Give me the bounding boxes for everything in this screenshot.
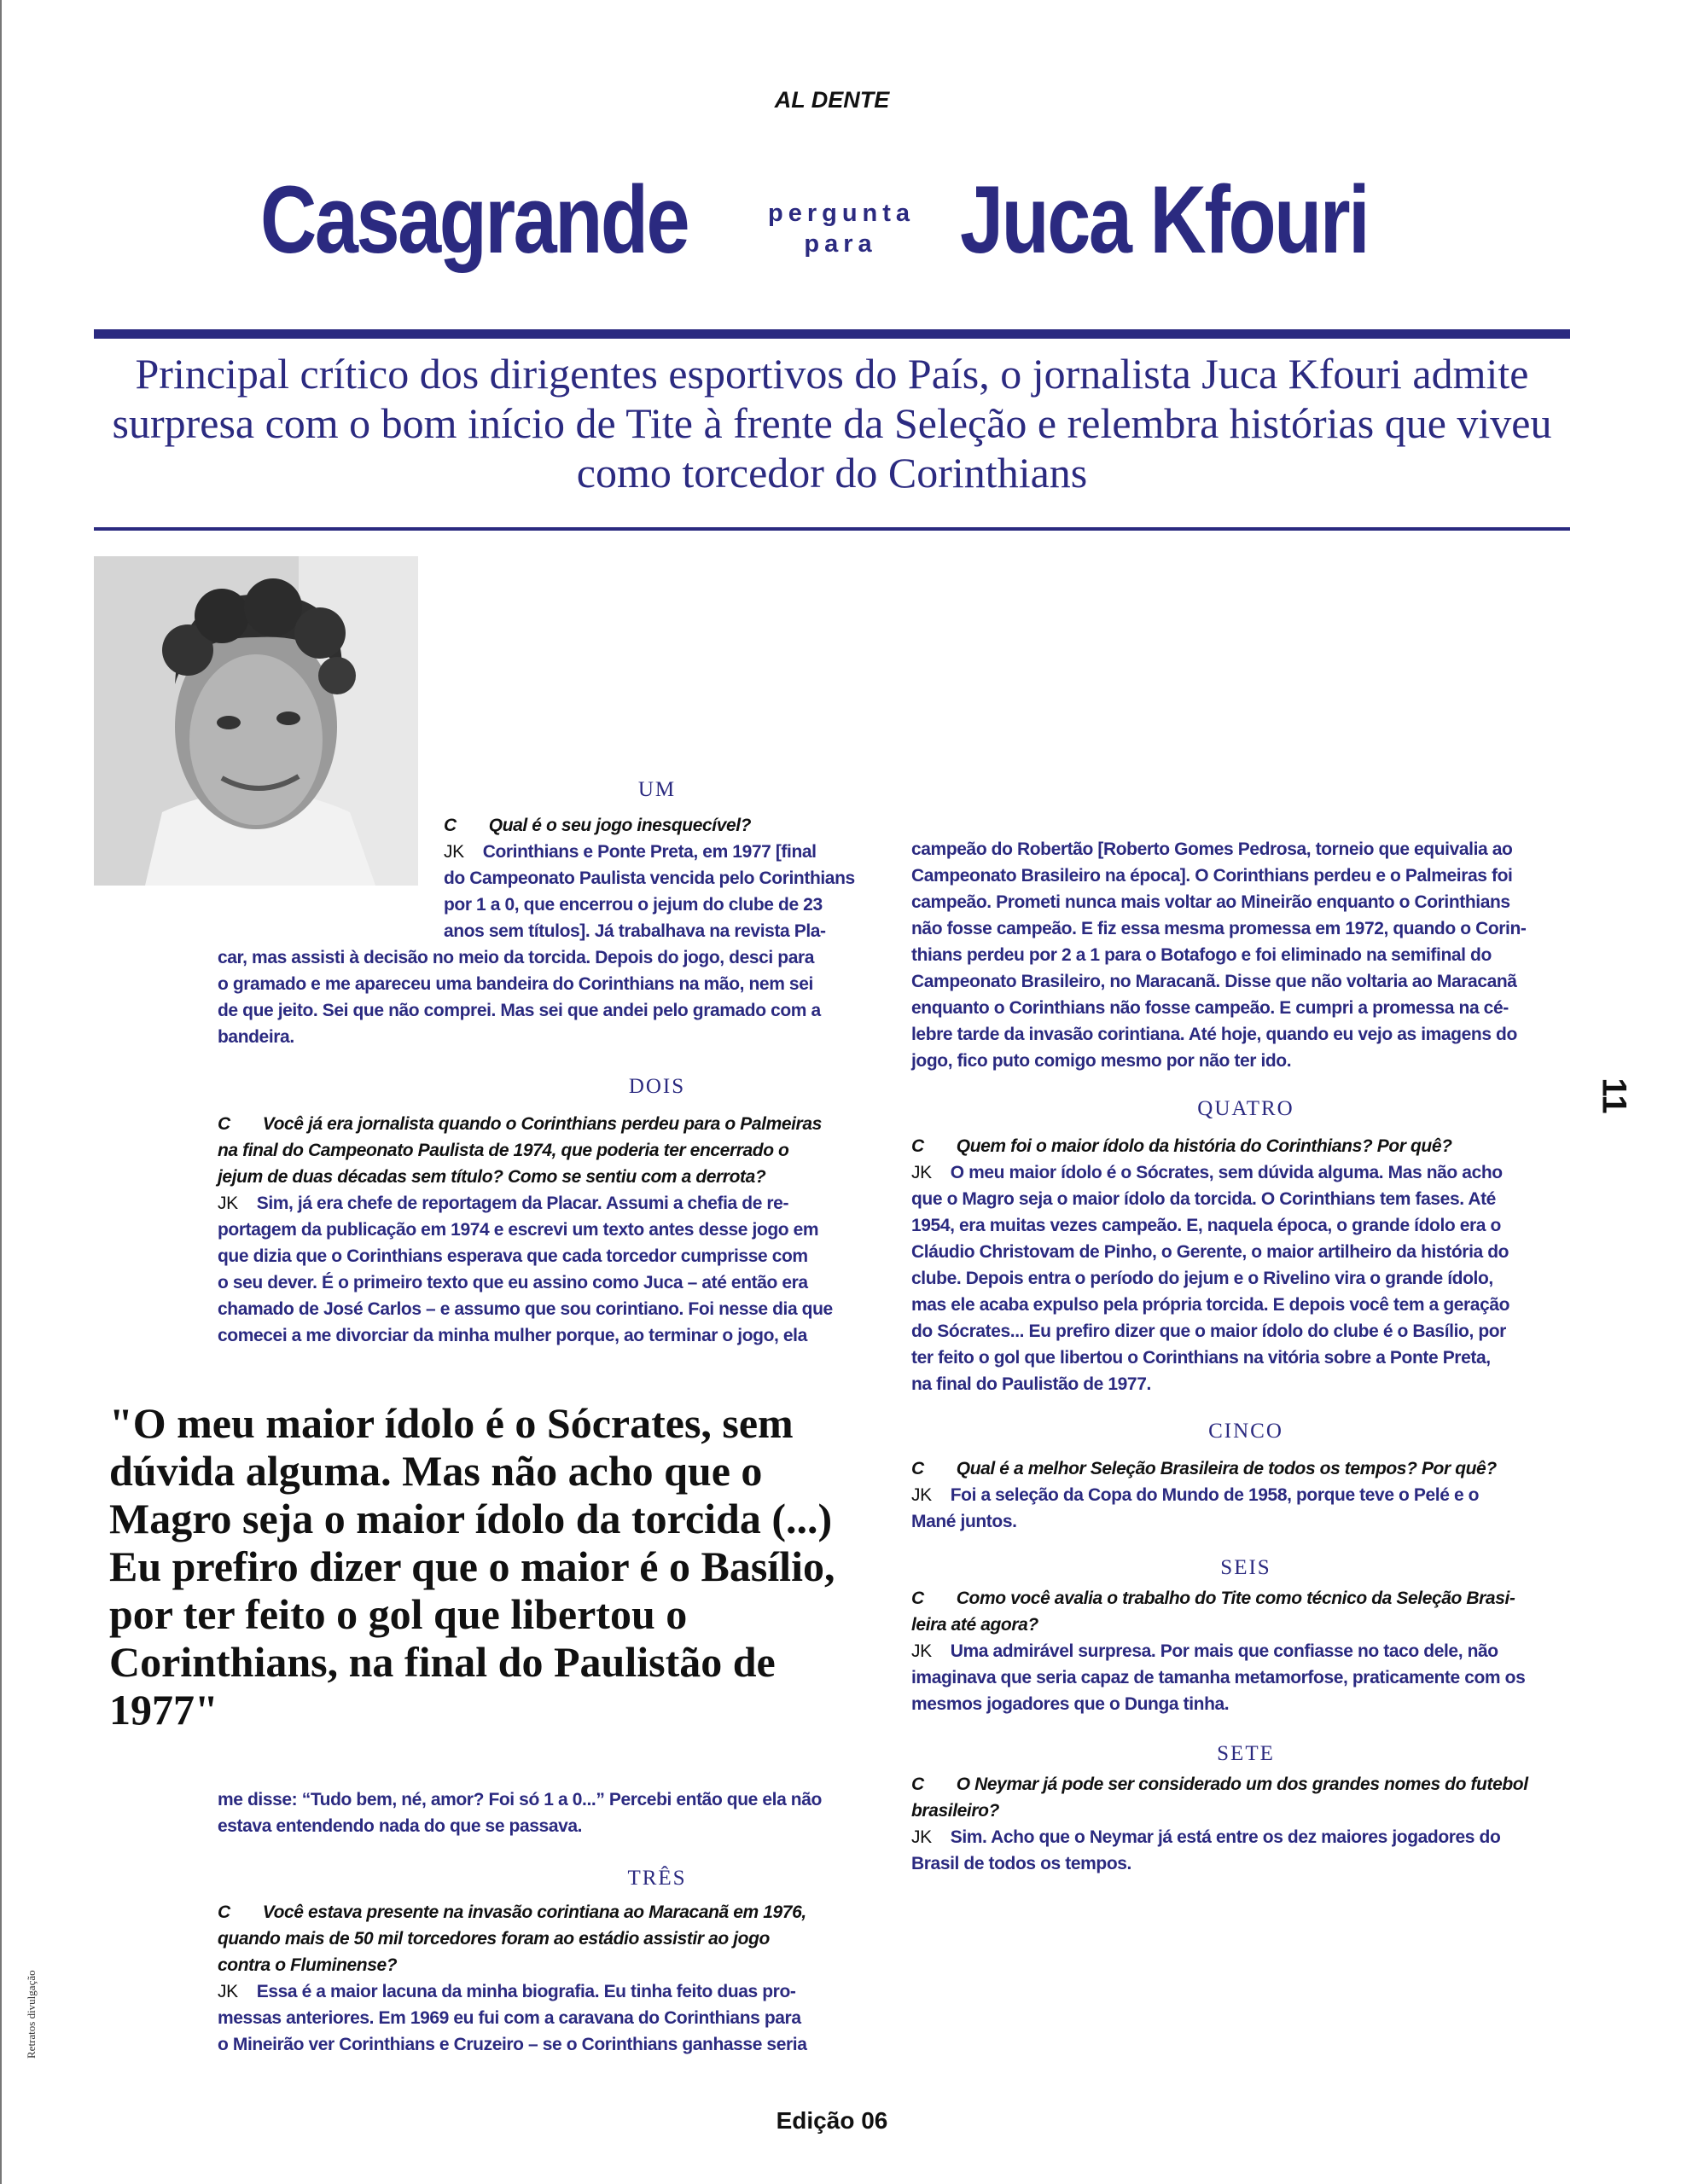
section-um-body — [218, 812, 875, 1050]
section-label-um: UM — [637, 778, 677, 801]
title-connector-line1: pergunta — [768, 200, 916, 227]
question-sete — [911, 1771, 1568, 1824]
answer-line: Cláudio Christovam de Pinho, o Gerente, o maior artilheiro da história do — [911, 1242, 1509, 1262]
question-quatro — [911, 1133, 1568, 1159]
answer-text: Foi a seleção da Copa do Mundo de 1958, porque teve o Pelé e o — [950, 1485, 1480, 1505]
question-tag: C — [218, 1114, 230, 1134]
answer-line: que o Magro seja o maior ídolo da torcida. O Corinthians tem fases. Até — [911, 1189, 1496, 1209]
question-text: Como você avalia o trabalho do Tite como técnico da Seleção Brasi- — [956, 1589, 1515, 1608]
photo-credit: Retratos divulgação — [25, 1970, 38, 2059]
question-line — [218, 1899, 875, 1926]
question-cinco — [911, 1455, 1568, 1482]
footer-edition: Edição 06 — [776, 2107, 888, 2134]
answer-cinco — [911, 1482, 1568, 1535]
question-line — [911, 1771, 1568, 1798]
question-tag: C — [911, 1459, 924, 1478]
answer-line: messas anteriores. Em 1969 eu fui com a caravana do Corinthians para — [218, 2008, 801, 2028]
answer-line: Brasil de todos os tempos. — [911, 1854, 1131, 1873]
lede-bottom-rule — [94, 527, 1570, 531]
pull-quote: "O meu maior ídolo é o Sócrates, sem dúvida alguma. Mas não acho que o Magro seja o maior ídolo da torcida (...) Eu prefiro dizer que o maior é o Basílio, por ter feito o gol que libertou o Corinthians, na final do Paulistão de 1977" — [109, 1399, 835, 1734]
section-dois-body — [218, 1111, 875, 1349]
answer-tag: JK — [218, 1194, 238, 1213]
answer-line: do Sócrates... Eu prefiro dizer que o maior ídolo do clube é o Basílio, por — [911, 1321, 1506, 1341]
title-right: Juca Kfouri — [960, 166, 1369, 273]
answer-tag: JK — [911, 1485, 932, 1505]
answer-text: Sim, já era chefe de reportagem da Placar. Assumi a chefia de re- — [256, 1194, 789, 1213]
title-connector — [768, 198, 916, 259]
answer-line — [911, 1824, 1568, 1850]
answer-line: não fosse campeão. E fiz essa mesma promessa em 1972, quando o Corin- — [911, 919, 1527, 938]
answer-line: Mané juntos. — [911, 1512, 1017, 1531]
section-quatro-body — [911, 1133, 1568, 1397]
page-number: 11 — [1595, 1077, 1633, 1114]
section-label-seis: SEIS — [1220, 1556, 1271, 1579]
answer-line: estava entendendo nada do que se passava. — [218, 1816, 583, 1836]
answer-text: Uma admirável surpresa. Por mais que confiasse no taco dele, não — [950, 1641, 1498, 1661]
answer-line — [911, 1638, 1568, 1664]
section-cinco-body — [911, 1455, 1568, 1535]
answer-text: O meu maior ídolo é o Sócrates, sem dúvida alguma. Mas não acho — [950, 1163, 1503, 1182]
answer-line: clube. Depois entra o período do jejum e o Rivelino vira o grande ídolo, — [911, 1269, 1493, 1288]
answer-dois — [218, 1190, 875, 1349]
answer-line: lebre tarde da invasão corintiana. Até hoje, quando eu vejo as imagens do — [911, 1025, 1517, 1044]
section-label-cinco: CINCO — [1208, 1420, 1283, 1443]
section-dois-continuation — [218, 1786, 875, 1839]
title-left: Casagrande — [260, 166, 689, 273]
answer-line — [911, 1482, 1568, 1508]
answer-tag: JK — [444, 842, 464, 862]
answer-line: car, mas assisti à decisão no meio da torcida. Depois do jogo, desci para — [218, 948, 815, 967]
answer-tag: JK — [911, 1163, 932, 1182]
question-line — [911, 1585, 1568, 1612]
answer-line: o Mineirão ver Corinthians e Cruzeiro – se o Corinthians ganhasse seria — [218, 2035, 807, 2054]
answer-text: Corinthians e Ponte Preta, em 1977 [final — [482, 842, 817, 862]
answer-tag: JK — [911, 1827, 932, 1847]
question-text: O Neymar já pode ser considerado um dos grandes nomes do futebol — [956, 1774, 1528, 1794]
question-line: brasileiro? — [911, 1801, 999, 1821]
question-line: jejum de duas décadas sem título? Como se sentiu com a derrota? — [218, 1167, 766, 1187]
answer-line — [218, 1978, 875, 2005]
answer-line: campeão. Prometi nunca mais voltar ao Mineirão enquanto o Corinthians — [911, 892, 1510, 912]
answer-line: por 1 a 0, que encerrou o jejum do clube de 23 — [444, 895, 823, 915]
question-line: na final do Campeonato Paulista de 1974, que poderia ter encerrado o — [218, 1141, 789, 1160]
answer-line: na final do Paulistão de 1977. — [911, 1374, 1151, 1394]
answer-seis — [911, 1638, 1568, 1717]
answer-line: campeão do Robertão [Roberto Gomes Pedrosa, torneio que equivalia ao — [911, 839, 1513, 859]
answer-text: Sim. Acho que o Neymar já está entre os dez maiores jogadores do — [950, 1827, 1501, 1847]
question-line: contra o Fluminense? — [218, 1955, 398, 1975]
title-connector-line2: para — [804, 230, 877, 258]
question-text: Quem foi o maior ídolo da história do Corinthians? Por quê? — [956, 1136, 1452, 1156]
answer-line: imaginava que seria capaz de tamanha metamorfose, praticamente com os — [911, 1668, 1526, 1687]
answer-tag: JK — [218, 1982, 238, 2001]
section-label-quatro: QUATRO — [1197, 1097, 1294, 1120]
answer-line: comecei a me divorciar da minha mulher porque, ao terminar o jogo, ela — [218, 1326, 807, 1345]
page-edge-line — [0, 0, 2, 2184]
answer-line: enquanto o Corinthians não fosse campeão. E cumpri a promessa na cé- — [911, 998, 1509, 1018]
question-line — [218, 1111, 875, 1137]
answer-line: que dizia que o Corinthians esperava que cada torcedor cumprisse com — [218, 1246, 808, 1266]
question-um — [218, 812, 875, 839]
section-label-dois: DOIS — [628, 1075, 686, 1098]
answer-tag: JK — [911, 1641, 932, 1661]
answer-line: anos sem títulos]. Já trabalhava na revista Pla- — [444, 921, 826, 941]
question-text: Qual é o seu jogo inesquecível? — [488, 816, 752, 835]
answer-quatro — [911, 1159, 1568, 1397]
answer-line: jogo, fico puto comigo mesmo por não ter ido. — [911, 1051, 1292, 1071]
lede-top-rule — [94, 329, 1570, 339]
question-dois — [218, 1111, 875, 1190]
question-tres — [218, 1899, 875, 1978]
question-tag: C — [911, 1774, 924, 1794]
question-seis — [911, 1585, 1568, 1638]
question-tag: C — [911, 1589, 924, 1608]
question-tag: C — [218, 1902, 230, 1922]
answer-line: bandeira. — [218, 1027, 294, 1047]
answer-line — [911, 1159, 1568, 1186]
section-tres-continuation — [911, 836, 1568, 1074]
answer-line: 1954, era muitas vezes campeão. E, naquela época, o grande ídolo era o — [911, 1216, 1501, 1235]
question-text: Você estava presente na invasão corintiana ao Maracanã em 1976, — [262, 1902, 806, 1922]
answer-um — [218, 839, 875, 1050]
answer-line: mas ele acaba expulso pela própria torcida. E depois você tem a geração — [911, 1295, 1510, 1315]
answer-line: mesmos jogadores que o Dunga tinha. — [911, 1694, 1230, 1714]
section-label-sete: SETE — [1217, 1742, 1275, 1765]
question-line: quando mais de 50 mil torcedores foram ao estádio assistir ao jogo — [218, 1929, 770, 1949]
question-tag: C — [444, 816, 457, 835]
question-line: leira até agora? — [911, 1615, 1038, 1635]
section-sete-body — [911, 1771, 1568, 1877]
answer-line: Campeonato Brasileiro na época]. O Corinthians perdeu e o Palmeiras foi — [911, 866, 1513, 886]
answer-tres — [218, 1978, 875, 2058]
question-text: Qual é a melhor Seleção Brasileira de todos os tempos? Por quê? — [956, 1459, 1497, 1478]
answer-line: chamado de José Carlos – e assumo que sou corintiano. Foi nesse dia que — [218, 1299, 833, 1319]
answer-line: Campeonato Brasileiro, no Maracanã. Disse que não voltaria ao Maracanã — [911, 972, 1517, 991]
answer-line: thians perdeu por 2 a 1 para o Botafogo e foi eliminado na semifinal do — [911, 945, 1492, 965]
section-tres-body — [218, 1899, 875, 2058]
answer-line: do Campeonato Paulista vencida pelo Corinthians — [444, 868, 855, 888]
answer-line: o seu dever. É o primeiro texto que eu assino como Juca – até então era — [218, 1273, 808, 1292]
section-tag: AL DENTE — [774, 87, 890, 113]
answer-line: me disse: “Tudo bem, né, amor? Foi só 1 a 0...” Percebi então que ela não — [218, 1790, 822, 1809]
question-tag: C — [911, 1136, 924, 1156]
answer-sete — [911, 1824, 1568, 1877]
section-label-tres: TRÊS — [627, 1867, 687, 1890]
answer-line: o gramado e me apareceu uma bandeira do Corinthians na mão, nem sei — [218, 974, 813, 994]
answer-text: Essa é a maior lacuna da minha biografia. Eu tinha feito duas pro- — [256, 1982, 796, 2001]
answer-line: ter feito o gol que libertou o Corinthians na vitória sobre a Ponte Preta, — [911, 1348, 1491, 1368]
section-seis-body — [911, 1585, 1568, 1717]
answer-line — [218, 839, 875, 865]
lede-text: Principal crítico dos dirigentes esportivos do País, o jornalista Juca Kfouri admite surpresa com o bom início de Tite à frente da Seleção e relembra histórias que viveu como torcedor do Corinthians — [112, 350, 1552, 497]
answer-line: de que jeito. Sei que não comprei. Mas sei que andei pelo gramado com a — [218, 1001, 821, 1020]
question-text: Você já era jornalista quando o Corinthians perdeu para o Palmeiras — [262, 1114, 822, 1134]
answer-line — [218, 1190, 875, 1217]
answer-line: portagem da publicação em 1974 e escrevi um texto antes desse jogo em — [218, 1220, 819, 1240]
